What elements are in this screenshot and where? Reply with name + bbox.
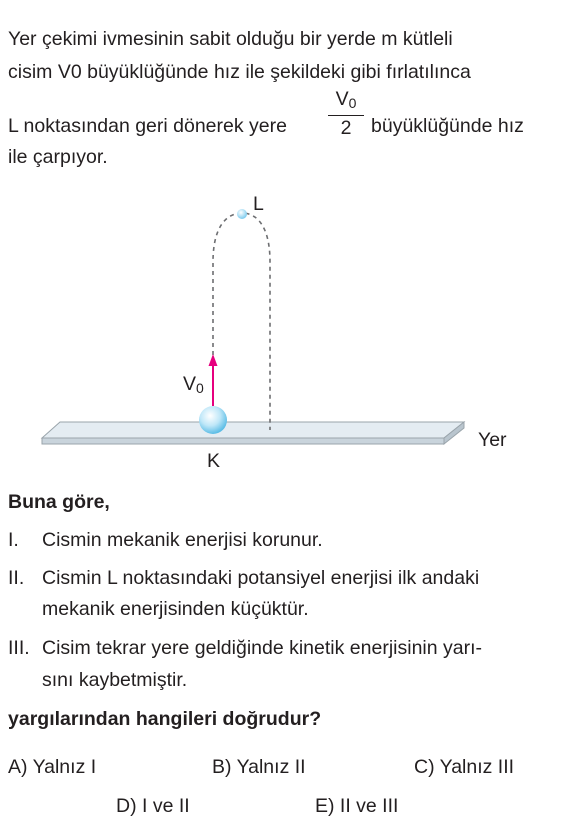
question-line-2: cisim V0 büyüklüğünde hız ile şekildeki gibi fırlatılınca xyxy=(8,61,471,83)
fraction-numerator: $V_0$ xyxy=(335,88,357,111)
label-point-K: K xyxy=(207,450,221,472)
prompt-text: Buna göre, xyxy=(8,491,110,513)
statement-2-text-line-1: Cismin L noktasındaki potansiyel enerjisi ilk andaki xyxy=(42,567,480,589)
statement-1-text: Cismin mekanik enerjisi korunur. xyxy=(42,529,323,551)
option-e[interactable]: E) II ve III xyxy=(315,795,399,817)
label-v0: $V_0$ xyxy=(183,373,204,396)
statement-2-text-line-2: mekanik enerjisinden küçüktür. xyxy=(42,598,309,620)
statement-3-number: III. xyxy=(8,637,30,659)
ground-plane xyxy=(42,422,464,438)
fraction-denominator: 2 xyxy=(340,117,352,139)
ground-edge xyxy=(42,438,444,444)
statement-3-text-line-2: sını kaybetmiştir. xyxy=(42,669,188,691)
velocity-arrow-head xyxy=(209,354,218,366)
option-a[interactable]: A) Yalnız I xyxy=(8,756,97,778)
ball-at-K xyxy=(199,406,227,434)
label-point-L: L xyxy=(253,193,264,215)
question-line-1: Yer çekimi ivmesinin sabit olduğu bir yerde m kütleli xyxy=(8,28,453,50)
statement-2-number: II. xyxy=(8,567,25,589)
option-b[interactable]: B) Yalnız II xyxy=(212,756,306,778)
label-yer: Yer xyxy=(478,429,507,451)
option-c[interactable]: C) Yalnız III xyxy=(414,756,515,778)
question-line-3-after: büyüklüğünde hız xyxy=(371,115,524,137)
question-line-4: ile çarpıyor. xyxy=(8,146,108,168)
question-line-3-before: L noktasından geri dönerek yere xyxy=(8,115,287,137)
trajectory-path xyxy=(213,213,270,430)
ball-at-L xyxy=(237,209,247,219)
ask-text: yargılarından hangileri doğrudur? xyxy=(8,708,322,730)
statement-3-text-line-1: Cisim tekrar yere geldiğinde kinetik enerjisinin yarı- xyxy=(42,637,483,659)
statement-1-number: I. xyxy=(8,529,19,551)
option-d[interactable]: D) I ve II xyxy=(116,795,190,817)
